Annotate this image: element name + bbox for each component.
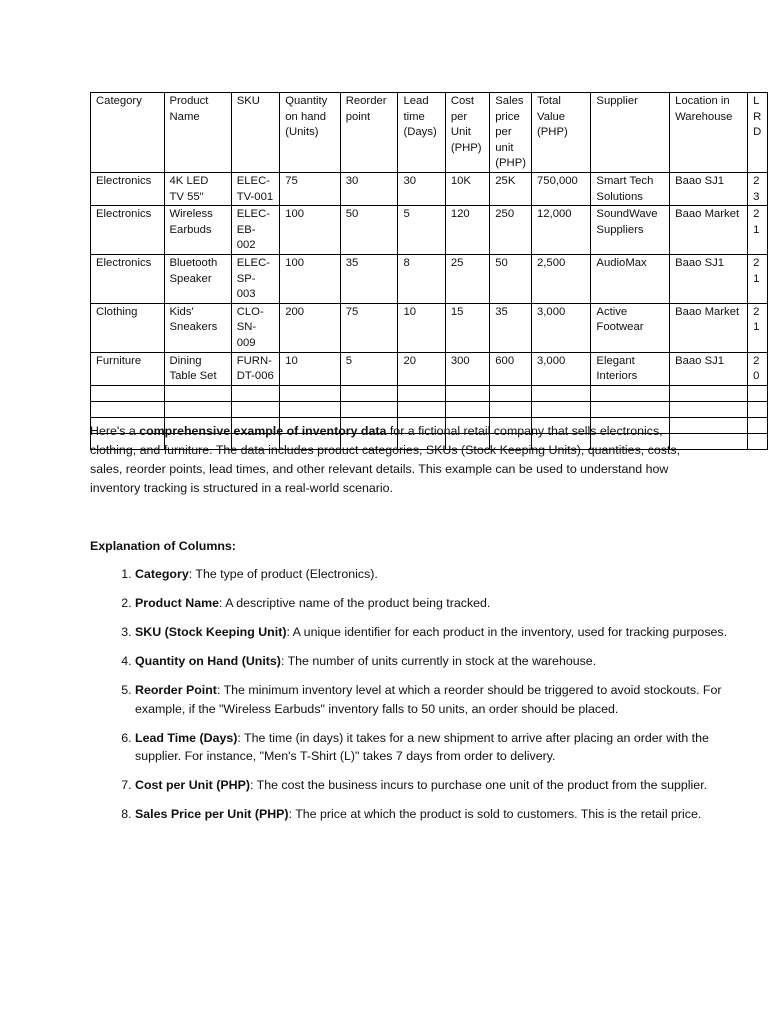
cell-category: Electronics	[91, 254, 165, 303]
header-supplier: Supplier	[591, 93, 670, 173]
term: Product Name	[135, 596, 219, 610]
term: Category	[135, 567, 189, 581]
cell-location: Baao Market	[670, 206, 748, 255]
explanation-list	[90, 565, 731, 834]
description: : The cost the business incurs to purchase one unit of the product from the supplier.	[249, 778, 708, 792]
term: SKU (Stock Keeping Unit)	[135, 625, 287, 639]
intro-prefix: Here's a	[90, 424, 140, 438]
cell-total-value: 3,000	[532, 303, 591, 352]
explanation-heading: Explanation of Columns:	[90, 539, 236, 553]
cell-reorder-point: 50	[340, 206, 398, 255]
header-location: Location in Warehouse	[670, 93, 748, 173]
cell-sku: CLO-SN-009	[231, 303, 280, 352]
cell-lead-time: 5	[398, 206, 445, 255]
list-item	[135, 776, 731, 795]
cell-cost: 120	[445, 206, 489, 255]
table-row	[91, 173, 768, 206]
header-category: Category	[91, 93, 165, 173]
table-header-row	[91, 93, 768, 173]
list-item	[135, 652, 731, 671]
cell-quantity: 200	[280, 303, 340, 352]
cell-lead-time: 10	[398, 303, 445, 352]
cell-cost: 25	[445, 254, 489, 303]
cell-category: Electronics	[91, 173, 165, 206]
cell-sku: ELEC-TV-001	[231, 173, 280, 206]
empty-table-row	[91, 385, 768, 401]
header-lead-time: Lead time (Days)	[398, 93, 445, 173]
intro-rest: for a fictional retail company that sells electronics, clothing, and furniture. The data includes product categories, SKUs (Stock Keeping Units), quantities, costs, sales, reorder points, lead times, and other relevant details. This example can be used to understand how inventory tracking is structured in a real-world scenario.	[90, 424, 681, 495]
cell-product-name: Dining Table Set	[164, 352, 231, 385]
cell-supplier: Elegant Interiors	[591, 352, 670, 385]
inventory-table	[90, 92, 768, 450]
cell-lead-time: 30	[398, 173, 445, 206]
cell-reorder-point: 35	[340, 254, 398, 303]
cell-lead-time: 8	[398, 254, 445, 303]
cell-supplier: Smart Tech Solutions	[591, 173, 670, 206]
cell-truncated: 2 3	[748, 173, 768, 206]
header-truncated: L R D	[748, 93, 768, 173]
cell-truncated: 2 1	[748, 254, 768, 303]
cell-truncated: 2 1	[748, 206, 768, 255]
description: : The number of units currently in stock at the warehouse.	[280, 654, 597, 668]
intro-bold: comprehensive example of inventory data	[139, 424, 387, 438]
cell-total-value: 750,000	[532, 173, 591, 206]
table-row	[91, 303, 768, 352]
cell-product-name: 4K LED TV 55"	[164, 173, 231, 206]
cell-lead-time: 20	[398, 352, 445, 385]
cell-location: Baao SJ1	[670, 173, 748, 206]
cell-truncated: 2 1	[748, 303, 768, 352]
table-row	[91, 254, 768, 303]
header-total-value: Total Value (PHP)	[532, 93, 591, 173]
cell-total-value: 12,000	[532, 206, 591, 255]
cell-reorder-point: 30	[340, 173, 398, 206]
empty-table-row	[91, 401, 768, 417]
cell-sales-price: 50	[490, 254, 532, 303]
cell-category: Clothing	[91, 303, 165, 352]
term: Quantity on Hand (Units)	[135, 654, 281, 668]
cell-quantity: 100	[280, 254, 340, 303]
cell-total-value: 2,500	[532, 254, 591, 303]
cell-category: Electronics	[91, 206, 165, 255]
description: : The price at which the product is sold to customers. This is the retail price.	[288, 807, 702, 821]
cell-product-name: Kids' Sneakers	[164, 303, 231, 352]
term: Cost per Unit (PHP)	[135, 778, 250, 792]
cell-truncated: 2 0	[748, 352, 768, 385]
list-item	[135, 623, 731, 642]
list-item	[135, 565, 731, 584]
description: : A unique identifier for each product in the inventory, used for tracking purposes.	[286, 625, 728, 639]
description: : The time (in days) it takes for a new shipment to arrive after placing an order with the supplier. For instance, "Men's T-Shirt (L)" takes 7 days from order to delivery.	[135, 730, 709, 763]
cell-sales-price: 25K	[490, 173, 532, 206]
cell-sales-price: 250	[490, 206, 532, 255]
cell-quantity: 10	[280, 352, 340, 385]
list-item	[135, 594, 731, 613]
cell-supplier: AudioMax	[591, 254, 670, 303]
list-item	[135, 805, 731, 824]
description: : A descriptive name of the product being tracked.	[219, 596, 491, 610]
header-product-name: Product Name	[164, 93, 231, 173]
term: Sales Price per Unit (PHP)	[135, 807, 289, 821]
cell-quantity: 100	[280, 206, 340, 255]
cell-location: Baao SJ1	[670, 352, 748, 385]
cell-reorder-point: 75	[340, 303, 398, 352]
header-reorder-point: Reorder point	[340, 93, 398, 173]
list-item	[135, 681, 731, 718]
cell-cost: 300	[445, 352, 489, 385]
description: : The type of product (Electronics).	[188, 567, 378, 581]
cell-sku: ELEC-SP-003	[231, 254, 280, 303]
cell-supplier: Active Footwear	[591, 303, 670, 352]
term: Reorder Point	[135, 683, 217, 697]
intro-paragraph	[90, 422, 686, 498]
cell-reorder-point: 5	[340, 352, 398, 385]
term: Lead Time (Days)	[135, 730, 238, 745]
cell-sku: FURN-DT-006	[231, 352, 280, 385]
cell-supplier: SoundWave Suppliers	[591, 206, 670, 255]
list-item	[135, 729, 731, 766]
cell-cost: 15	[445, 303, 489, 352]
cell-sales-price: 600	[490, 352, 532, 385]
table-row	[91, 352, 768, 385]
cell-product-name: Wireless Earbuds	[164, 206, 231, 255]
cell-sku: ELEC-EB-002	[231, 206, 280, 255]
cell-sales-price: 35	[490, 303, 532, 352]
header-sales-price: Sales price per unit (PHP)	[490, 93, 532, 173]
cell-category: Furniture	[91, 352, 165, 385]
cell-quantity: 75	[280, 173, 340, 206]
cell-cost: 10K	[445, 173, 489, 206]
cell-product-name: Bluetooth Speaker	[164, 254, 231, 303]
header-cost-per-unit: Cost per Unit (PHP)	[445, 93, 489, 173]
header-sku: SKU	[231, 93, 280, 173]
table-row	[91, 206, 768, 255]
cell-total-value: 3,000	[532, 352, 591, 385]
cell-location: Baao SJ1	[670, 254, 748, 303]
cell-location: Baao Market	[670, 303, 748, 352]
description: : The minimum inventory level at which a reorder should be triggered to avoid stockouts. For example, if the "Wireless Earbuds" inventory falls to 50 units, an order should be placed.	[135, 683, 722, 716]
header-quantity: Quantity on hand (Units)	[280, 93, 340, 173]
